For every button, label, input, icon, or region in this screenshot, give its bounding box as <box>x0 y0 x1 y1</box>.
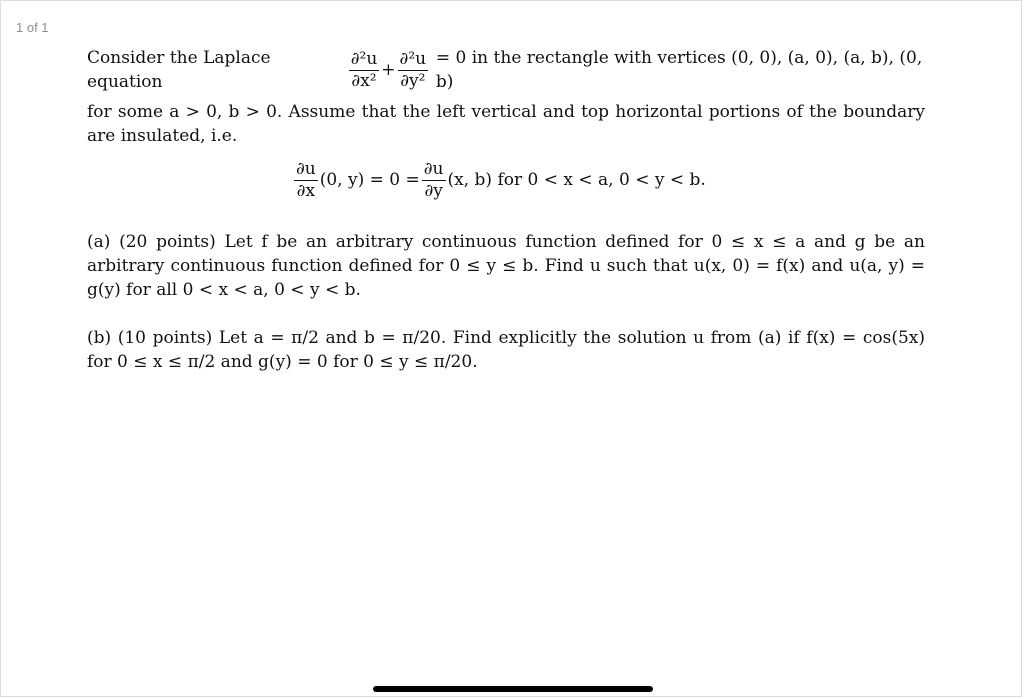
fraction-numerator: ∂²u <box>399 48 427 69</box>
part-a-text: (a) (20 points) Let f be an arbitrary continuous function defined for 0 ≤ x ≤ a and g be an arbitrary continuous function defined for 0 ≤ y ≤ b. Find u such that u(x, 0) = f(x) and u(a, y) = g(y) for all 0 < x < a, 0 < y < b. <box>87 232 925 300</box>
second-partial-y-fraction <box>398 49 429 92</box>
fraction-denominator: ∂y² <box>400 70 426 91</box>
boundary-conditions-equation <box>87 154 925 206</box>
problem-document <box>87 40 925 374</box>
boundary-description: for some a > 0, b > 0. Assume that the left vertical and top horizontal portions of the boundary are insulated, i.e. <box>87 102 925 146</box>
partial-x-fraction <box>294 159 318 202</box>
home-indicator-bar[interactable] <box>373 686 653 692</box>
fraction-numerator: ∂u <box>423 158 444 179</box>
fraction-denominator: ∂y <box>424 180 443 201</box>
fraction-denominator: ∂x <box>296 180 316 201</box>
second-partial-x-fraction <box>349 49 380 92</box>
bc-middle: (0, y) = 0 = <box>319 170 420 190</box>
partial-y-fraction <box>422 159 446 202</box>
laplace-equation-line <box>87 40 925 100</box>
bc-end: (x, b) for 0 < x < a, 0 < y < b. <box>447 170 706 190</box>
part-b-text: (b) (10 points) Let a = π/2 and b = π/20. Find explicitly the solution u from (a) if f(x) = cos(5x) for 0 ≤ x ≤ π/2 and g(y) = 0 for 0 ≤ y ≤ π/20. <box>87 328 925 372</box>
fraction-denominator: ∂x² <box>351 70 377 91</box>
plus-sign: + <box>381 60 396 80</box>
intro-prefix: Consider the Laplace equation <box>87 48 271 92</box>
fraction-numerator: ∂u <box>296 158 316 179</box>
fraction-numerator: ∂²u <box>350 48 378 69</box>
intro-suffix: = 0 in the rectangle with vertices (0, 0), (a, 0), (a, b), (0, b) <box>435 48 923 92</box>
page-indicator: 1 of 1 <box>16 20 49 35</box>
